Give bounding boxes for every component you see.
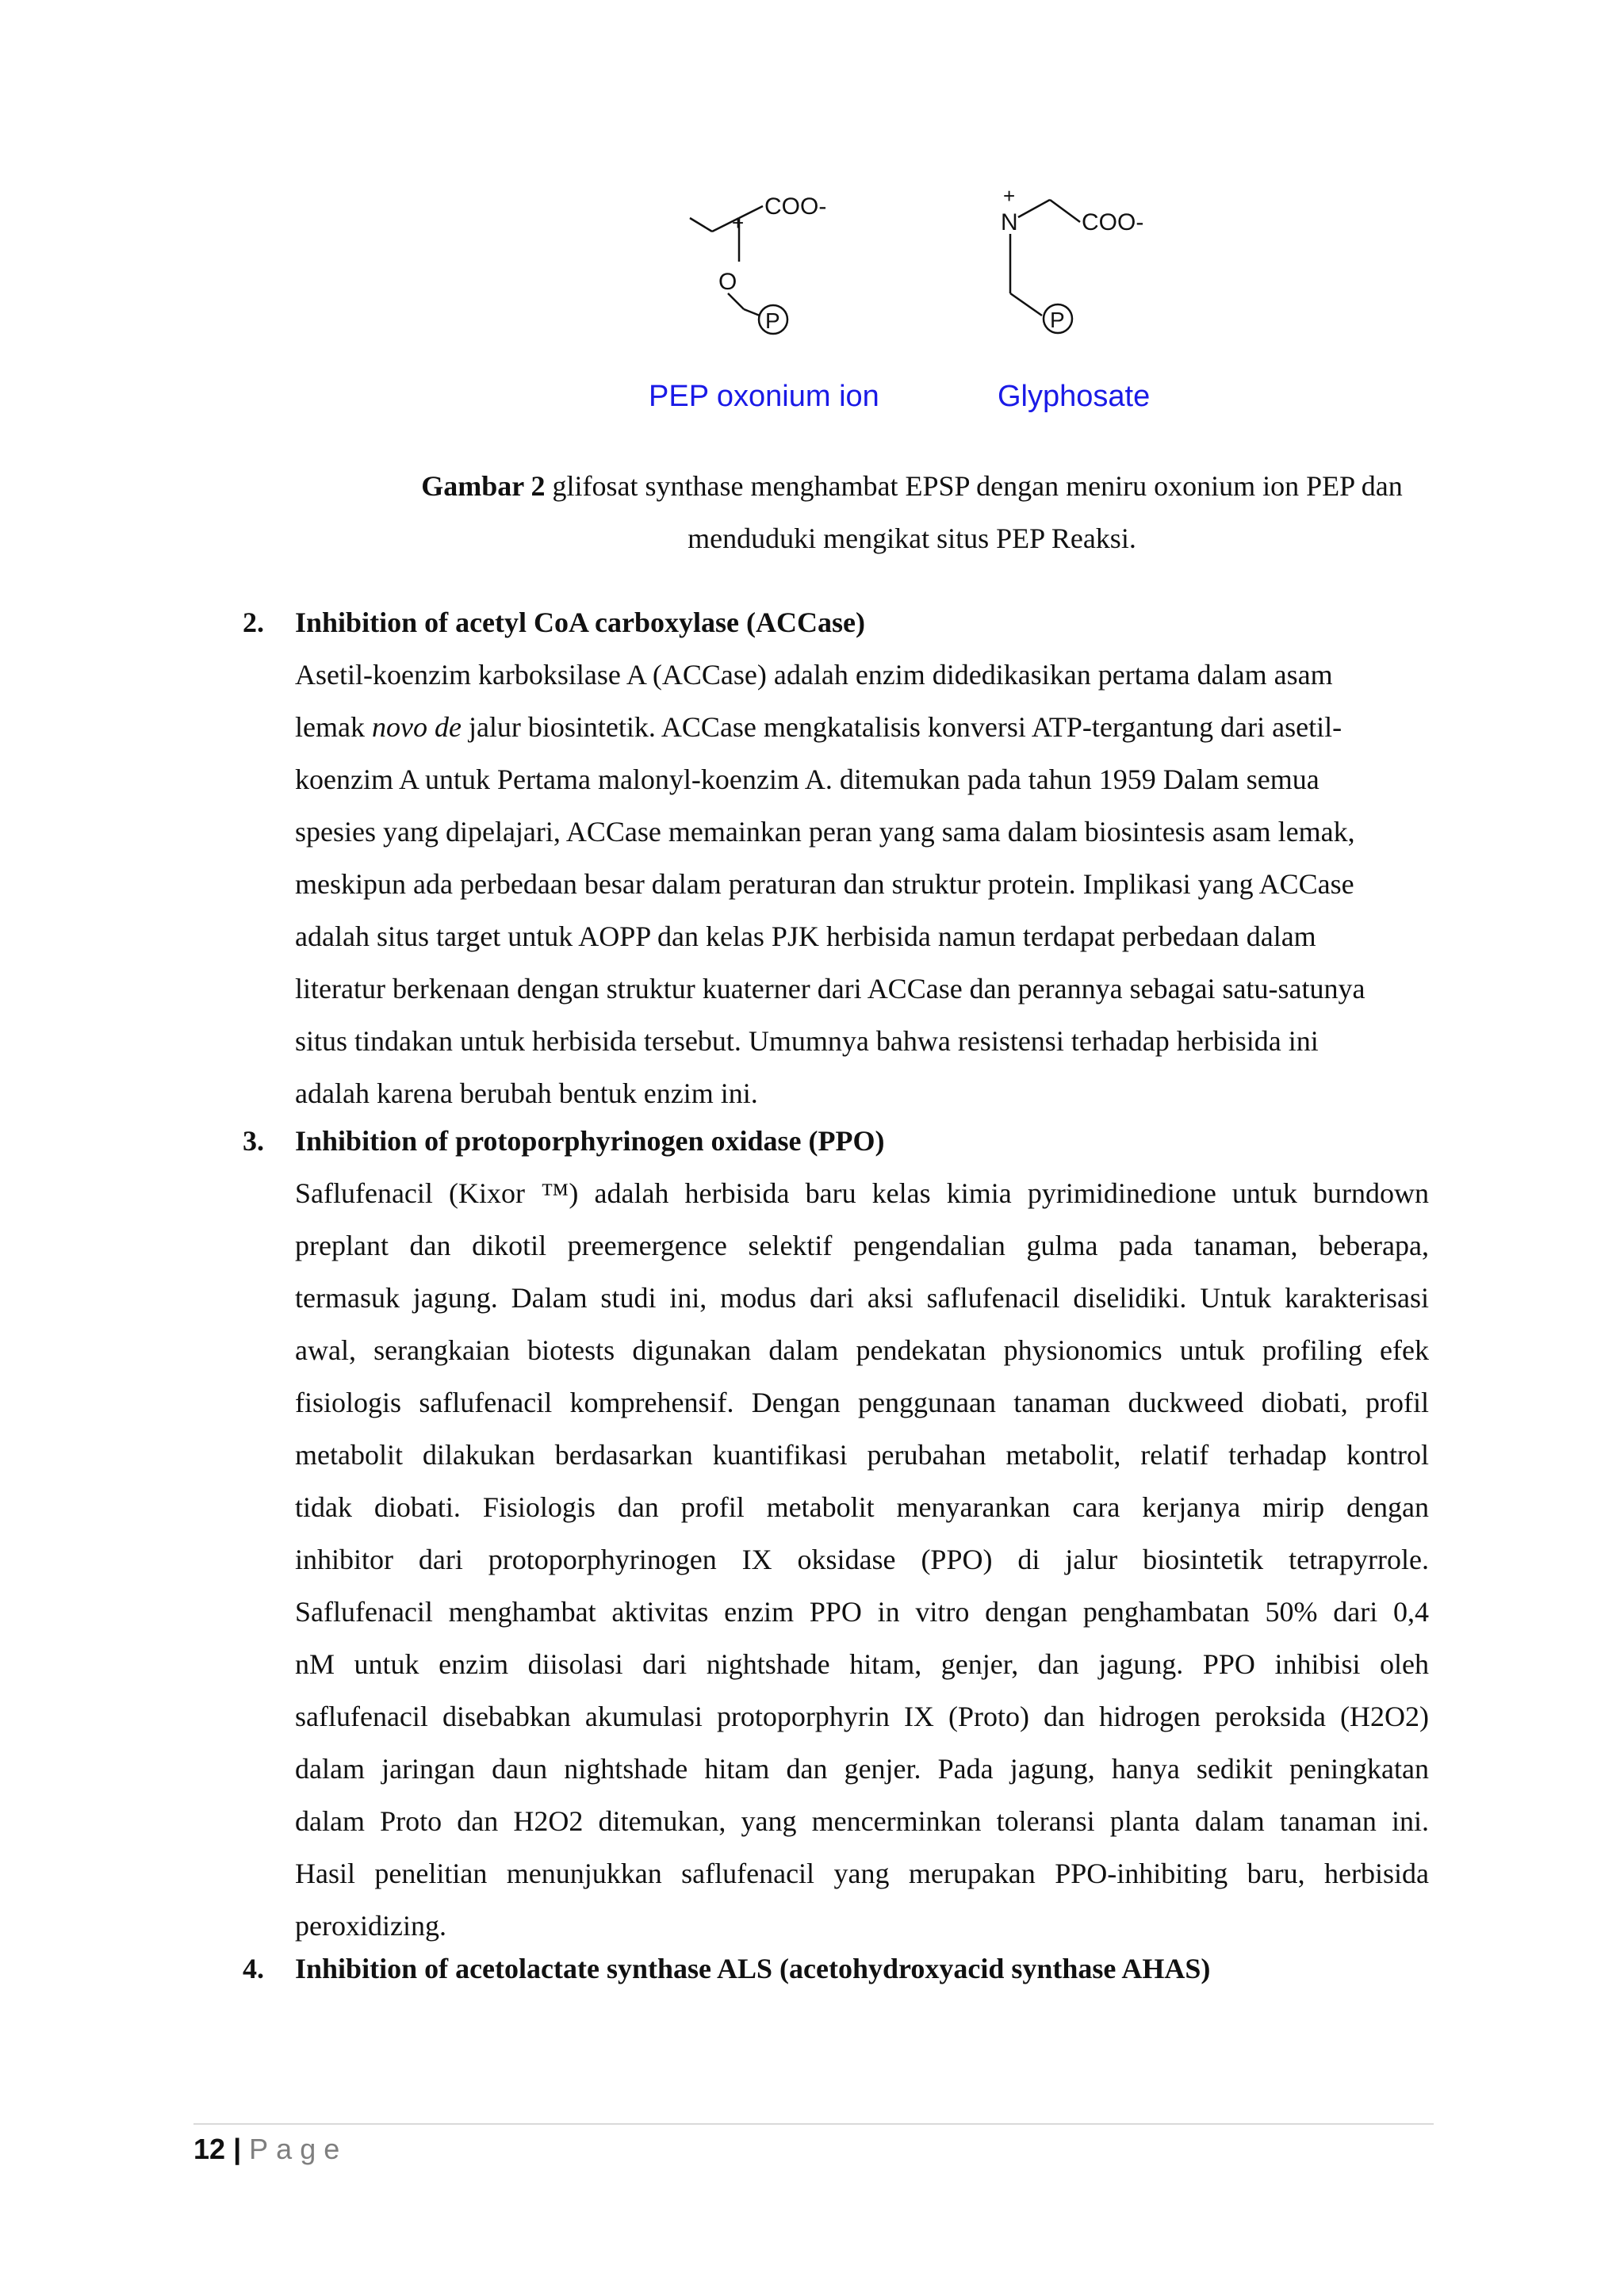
glyphosate-structure — [1010, 200, 1080, 333]
figure-caption — [381, 460, 1443, 564]
page-footer — [193, 2130, 347, 2169]
caption-bold-label: Gambar 2 — [421, 470, 546, 502]
glyphosate-phosphate-text: P — [1050, 308, 1065, 332]
paragraph-line — [295, 701, 1429, 753]
section-number: 2. — [243, 607, 264, 638]
paragraph-line: Hasil penelitian menunjukkan saflufenacil yang merupakan PPO-inhibiting baru, herbisida — [295, 1858, 1429, 1889]
paragraph-line: spesies yang dipelajari, ACCase memainkan peran yang sama dalam biosintesis asam lemak, — [295, 816, 1355, 848]
caption-line-1-text: glifosat synthase menghambat EPSP dengan meniru oxonium ion PEP dan — [545, 470, 1403, 502]
footer-divider — [193, 2123, 1434, 2125]
paragraph-line: Saflufenacil menghambat aktivitas enzim PPO in vitro dengan penghambatan 50% dari 0,4 — [295, 1596, 1429, 1628]
italic-term: novo de — [371, 711, 462, 743]
paragraph-line: termasuk jagung. Dalam studi ini, modus dari aksi saflufenacil diselidiki. Untuk karakterisasi — [295, 1282, 1429, 1314]
paragraph-line: literatur berkenaan dengan struktur kuaterner dari ACCase dan perannya sebagai satu-satunya — [295, 973, 1365, 1004]
caption-line-2: menduduki mengikat situs PEP Reaksi. — [688, 522, 1136, 554]
footer-separator: | — [233, 2133, 242, 2165]
section-title: Inhibition of acetyl CoA carboxylase (ACCase) — [295, 607, 865, 638]
structures-svg — [626, 182, 1197, 436]
pep-label: PEP oxonium ion — [649, 380, 879, 413]
paragraph-line: dalam Proto dan H2O2 ditemukan, yang mencerminkan toleransi planta dalam tanaman ini. — [295, 1805, 1429, 1837]
line-text: jalur biosintetik. ACCase mengkatalisis konversi ATP-tergantung dari asetil- — [461, 711, 1342, 743]
line-text: lemak — [295, 711, 372, 743]
glyphosate-plus-text: + — [1003, 184, 1016, 208]
paragraph-line: adalah karena berubah bentuk enzim ini. — [295, 1077, 758, 1109]
glyphosate-coo-text: COO- — [1082, 209, 1144, 235]
paragraph-line: Asetil-koenzim karboksilase A (ACCase) adalah enzim didedikasikan pertama dalam asam — [295, 659, 1333, 691]
paragraph-line: nM untuk enzim diisolasi dari nightshade hitam, genjer, dan jagung. PPO inhibisi oleh — [295, 1648, 1429, 1680]
caption-line-1 — [381, 460, 1443, 512]
paragraph-line: dalam jaringan daun nightshade hitam dan genjer. Pada jagung, hanya sedikit peningkatan — [295, 1753, 1429, 1785]
paragraph-line: metabolit dilakukan berdasarkan kuantifikasi perubahan metabolit, relatif terhadap kontrol — [295, 1439, 1429, 1471]
page-number: 12 — [193, 2133, 226, 2165]
section-heading — [243, 596, 1429, 649]
pep-oxygen-text: O — [718, 269, 737, 295]
section-title: Inhibition of acetolactate synthase ALS (acetohydroxyacid synthase AHAS) — [295, 1953, 1211, 1984]
chemical-structures-figure — [626, 182, 1197, 436]
paragraph-line: koenzim A untuk Pertama malonyl-koenzim A. ditemukan pada tahun 1959 Dalam semua — [295, 763, 1320, 795]
section-body — [295, 1167, 1429, 1952]
paragraph-line: tidak diobati. Fisiologis dan profil metabolit menyarankan cara kerjanya mirip dengan — [295, 1491, 1429, 1523]
paragraph-line: adalah situs target untuk AOPP dan kelas PJK herbisida namun terdapat perbedaan dalam — [295, 920, 1316, 952]
paragraph-line: fisiologis saflufenacil komprehensif. Dengan penggunaan tanaman duckweed diobati, profil — [295, 1387, 1429, 1418]
pep-phosphate-text: P — [765, 308, 780, 333]
section-heading — [243, 1115, 1429, 1167]
page-label: Page — [249, 2133, 348, 2165]
pep-plus-text: + — [732, 211, 745, 235]
section-title: Inhibition of protoporphyrinogen oxidase (PPO) — [295, 1125, 885, 1157]
glyphosate-label: Glyphosate — [998, 380, 1151, 413]
paragraph-line: inhibitor dari protoporphyrinogen IX oksidase (PPO) di jalur biosintetik tetrapyrrole. — [295, 1544, 1429, 1575]
paragraph-line: meskipun ada perbedaan besar dalam peraturan dan struktur protein. Implikasi yang ACCase — [295, 868, 1354, 900]
section-ppo — [243, 1115, 1429, 1952]
section-heading — [243, 1942, 1429, 1995]
section-als — [243, 1942, 1429, 1995]
paragraph-line: awal, serangkaian biotests digunakan dalam pendekatan physionomics untuk profiling efek — [295, 1334, 1429, 1366]
section-body — [295, 649, 1429, 1119]
section-accase — [243, 596, 1429, 1119]
pep-coo-text: COO- — [764, 193, 827, 220]
glyphosate-nitrogen-text: N — [1001, 209, 1018, 235]
paragraph-line: Saflufenacil (Kixor ™) adalah herbisida baru kelas kimia pyrimidinedione untuk burndown — [295, 1177, 1429, 1209]
paragraph-line: peroxidizing. — [295, 1910, 446, 1942]
paragraph-line: saflufenacil disebabkan akumulasi protoporphyrin IX (Proto) dan hidrogen peroksida (H2O2) — [295, 1701, 1429, 1732]
paragraph-line: situs tindakan untuk herbisida tersebut. Umumnya bahwa resistensi terhadap herbisida ini — [295, 1025, 1319, 1057]
paragraph-line: preplant dan dikotil preemergence selektif pengendalian gulma pada tanaman, beberapa, — [295, 1230, 1429, 1261]
section-number: 4. — [243, 1953, 264, 1984]
section-number: 3. — [243, 1125, 264, 1157]
